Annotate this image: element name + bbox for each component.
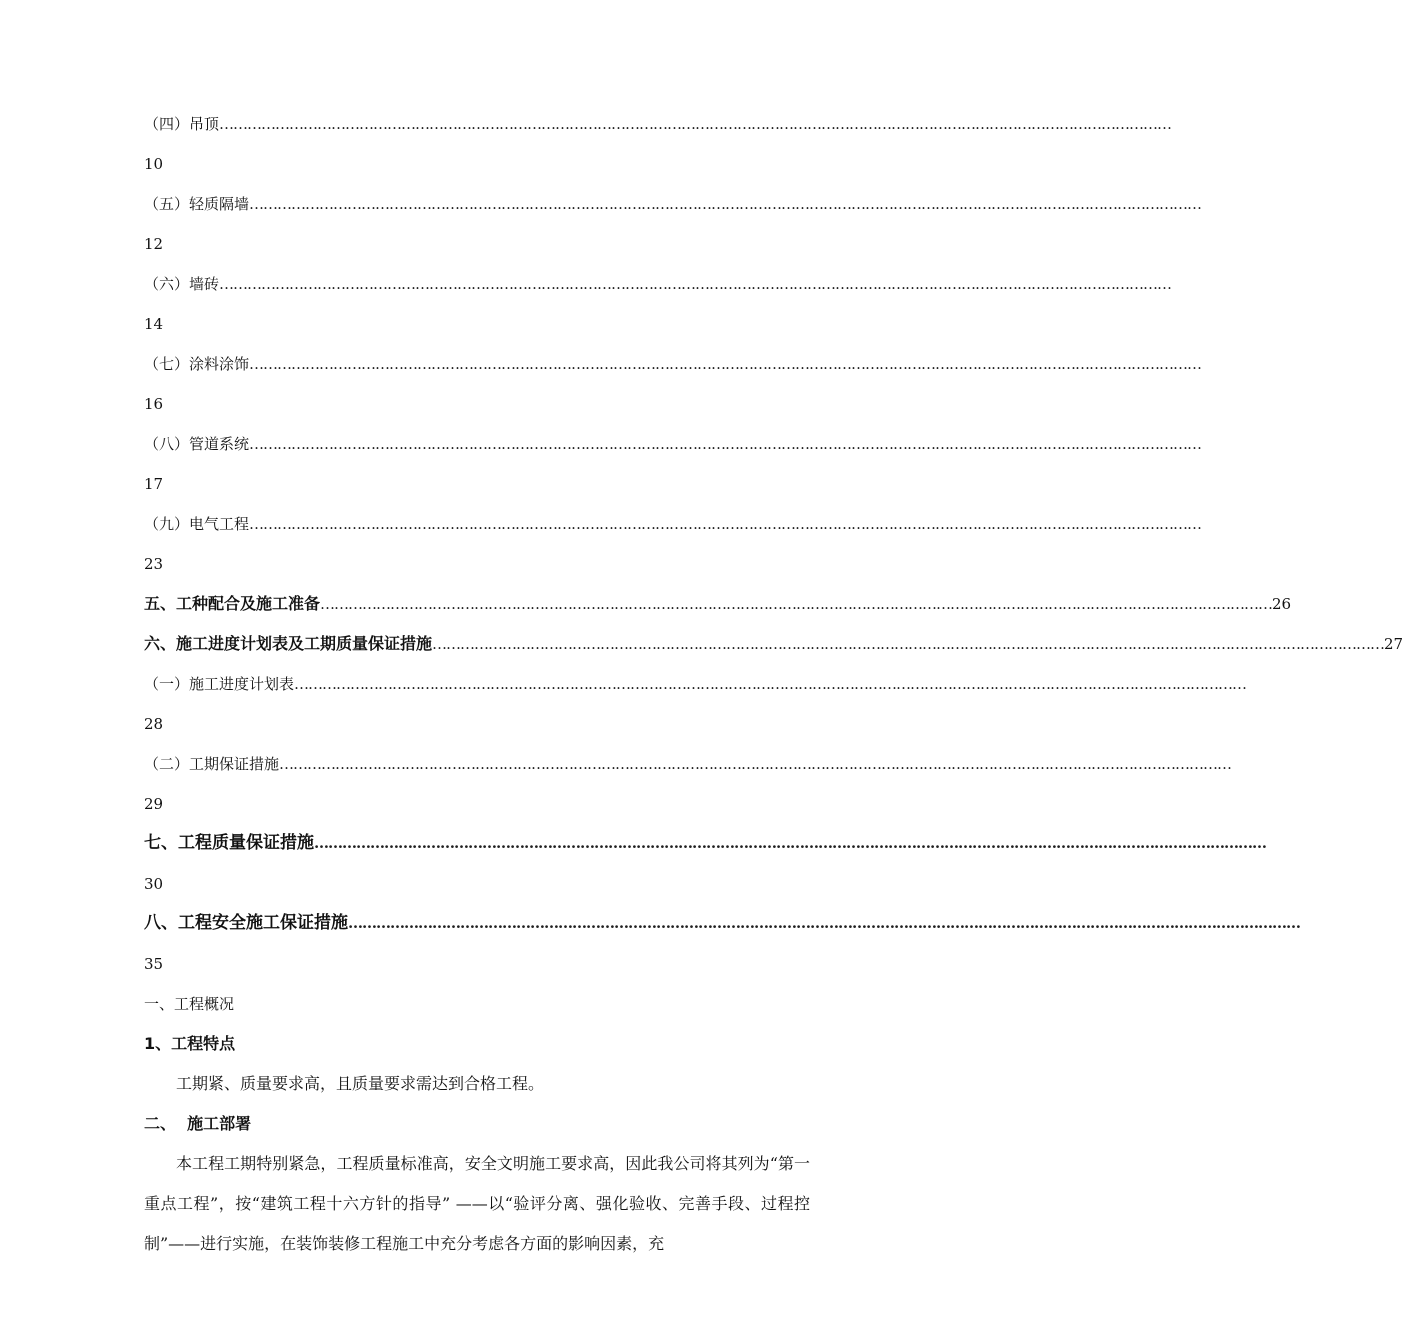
toc-leader: …………………………………………………………………………………………………………………………………………………………………………………… <box>294 675 1247 693</box>
toc-page-number: 35 <box>144 955 164 973</box>
toc-page-number: 27 <box>1384 635 1403 653</box>
toc-entry-label: 八、工程安全施工保证措施 <box>144 913 348 933</box>
toc-entry[interactable] <box>144 830 1266 856</box>
toc-page-number: 30 <box>144 875 164 893</box>
toc-entry[interactable] <box>144 352 1202 376</box>
toc-entry[interactable] <box>144 752 1232 776</box>
toc-page-number: 23 <box>144 555 164 573</box>
toc-entry-label: （八）管道系统 <box>144 435 250 453</box>
toc-entry[interactable] <box>144 632 1403 656</box>
toc-leader: …………………………………………………………………………………………………………………………………………………………………………………… <box>249 195 1202 213</box>
toc-entry-label: 六、施工进度计划表及工期质量保证措施 <box>144 634 433 653</box>
toc-entry[interactable] <box>144 432 1202 456</box>
body-paragraph <box>144 1144 810 1264</box>
toc-leader: …………………………………………………………………………………………………………………………………………………………………………………… <box>279 755 1232 773</box>
toc-entry[interactable] <box>144 910 1300 936</box>
toc-leader: …………………………………………………………………………………………………………………………………………………………………………………… <box>249 435 1202 453</box>
toc-page-number: 14 <box>144 315 164 333</box>
section-heading: 二、 施工部署 <box>144 1114 252 1133</box>
section-heading: 一、工程概况 <box>144 995 235 1013</box>
toc-leader: …………………………………………………………………………………………………………………………………………………………………………………… <box>249 515 1202 533</box>
toc-entry-label: 七、工程质量保证措施 <box>144 833 314 853</box>
paragraph: 工期紧、质量要求高，且质量要求需达到合格工程。 <box>176 1074 545 1093</box>
toc-page-number: 12 <box>144 235 164 253</box>
toc-entry-label: （六）墙砖 <box>144 275 220 293</box>
toc-entry[interactable] <box>144 112 1172 136</box>
toc-page-number: 17 <box>144 475 164 493</box>
toc-entry-label: （二）工期保证措施 <box>144 755 280 773</box>
toc-leader: …………………………………………………………………………………………………………………………………………………………………………………… <box>219 275 1172 293</box>
toc-entry[interactable] <box>144 192 1202 216</box>
subsection-heading: 1、工程特点 <box>144 1034 236 1053</box>
toc-entry[interactable] <box>144 672 1247 696</box>
toc-page-number: 10 <box>144 155 164 173</box>
toc-leader: …………………………………………………………………………………………………………………………………………………………………………………… <box>249 355 1202 373</box>
toc-entry-label: （四）吊顶 <box>144 115 220 133</box>
toc-entry-label: 五、工种配合及施工准备 <box>144 594 321 613</box>
toc-leader: …………………………………………………………………………………………………………………………………………………………………………………… <box>219 115 1172 133</box>
toc-page-number: 29 <box>144 795 164 813</box>
toc-entry[interactable] <box>144 512 1202 536</box>
toc-entry-label: （一）施工进度计划表 <box>144 675 295 693</box>
paragraph-text: 本工程工期特别紧急，工程质量标准高，安全文明施工要求高，因此我公司将其列为“第一重点工程”，按“建筑工程十六方针的指导” ——以“验评分离、强化验收、完善手段、过程控制”——进行实施，在装饰装修工程施工中充分考虑各方面的影响因素，充 <box>144 1154 810 1253</box>
toc-page-number: 16 <box>144 395 164 413</box>
toc-page-number: 26 <box>1272 595 1292 613</box>
toc-leader: …………………………………………………………………………………………………………………………………………………………………………………… <box>314 834 1266 852</box>
toc-entry[interactable] <box>144 272 1172 296</box>
toc-entry-label: （五）轻质隔墙 <box>144 195 250 213</box>
toc-leader: …………………………………………………………………………………………………………………………………………………………………………………… <box>320 595 1273 613</box>
toc-page-number: 28 <box>144 715 164 733</box>
toc-entry-label: （九）电气工程 <box>144 515 250 533</box>
toc-entry-label: （七）涂料涂饰 <box>144 355 250 373</box>
toc-leader: …………………………………………………………………………………………………………………………………………………………………………………… <box>348 914 1300 932</box>
toc-leader: …………………………………………………………………………………………………………………………………………………………………………………… <box>432 635 1385 653</box>
toc-entry[interactable] <box>144 592 1292 616</box>
